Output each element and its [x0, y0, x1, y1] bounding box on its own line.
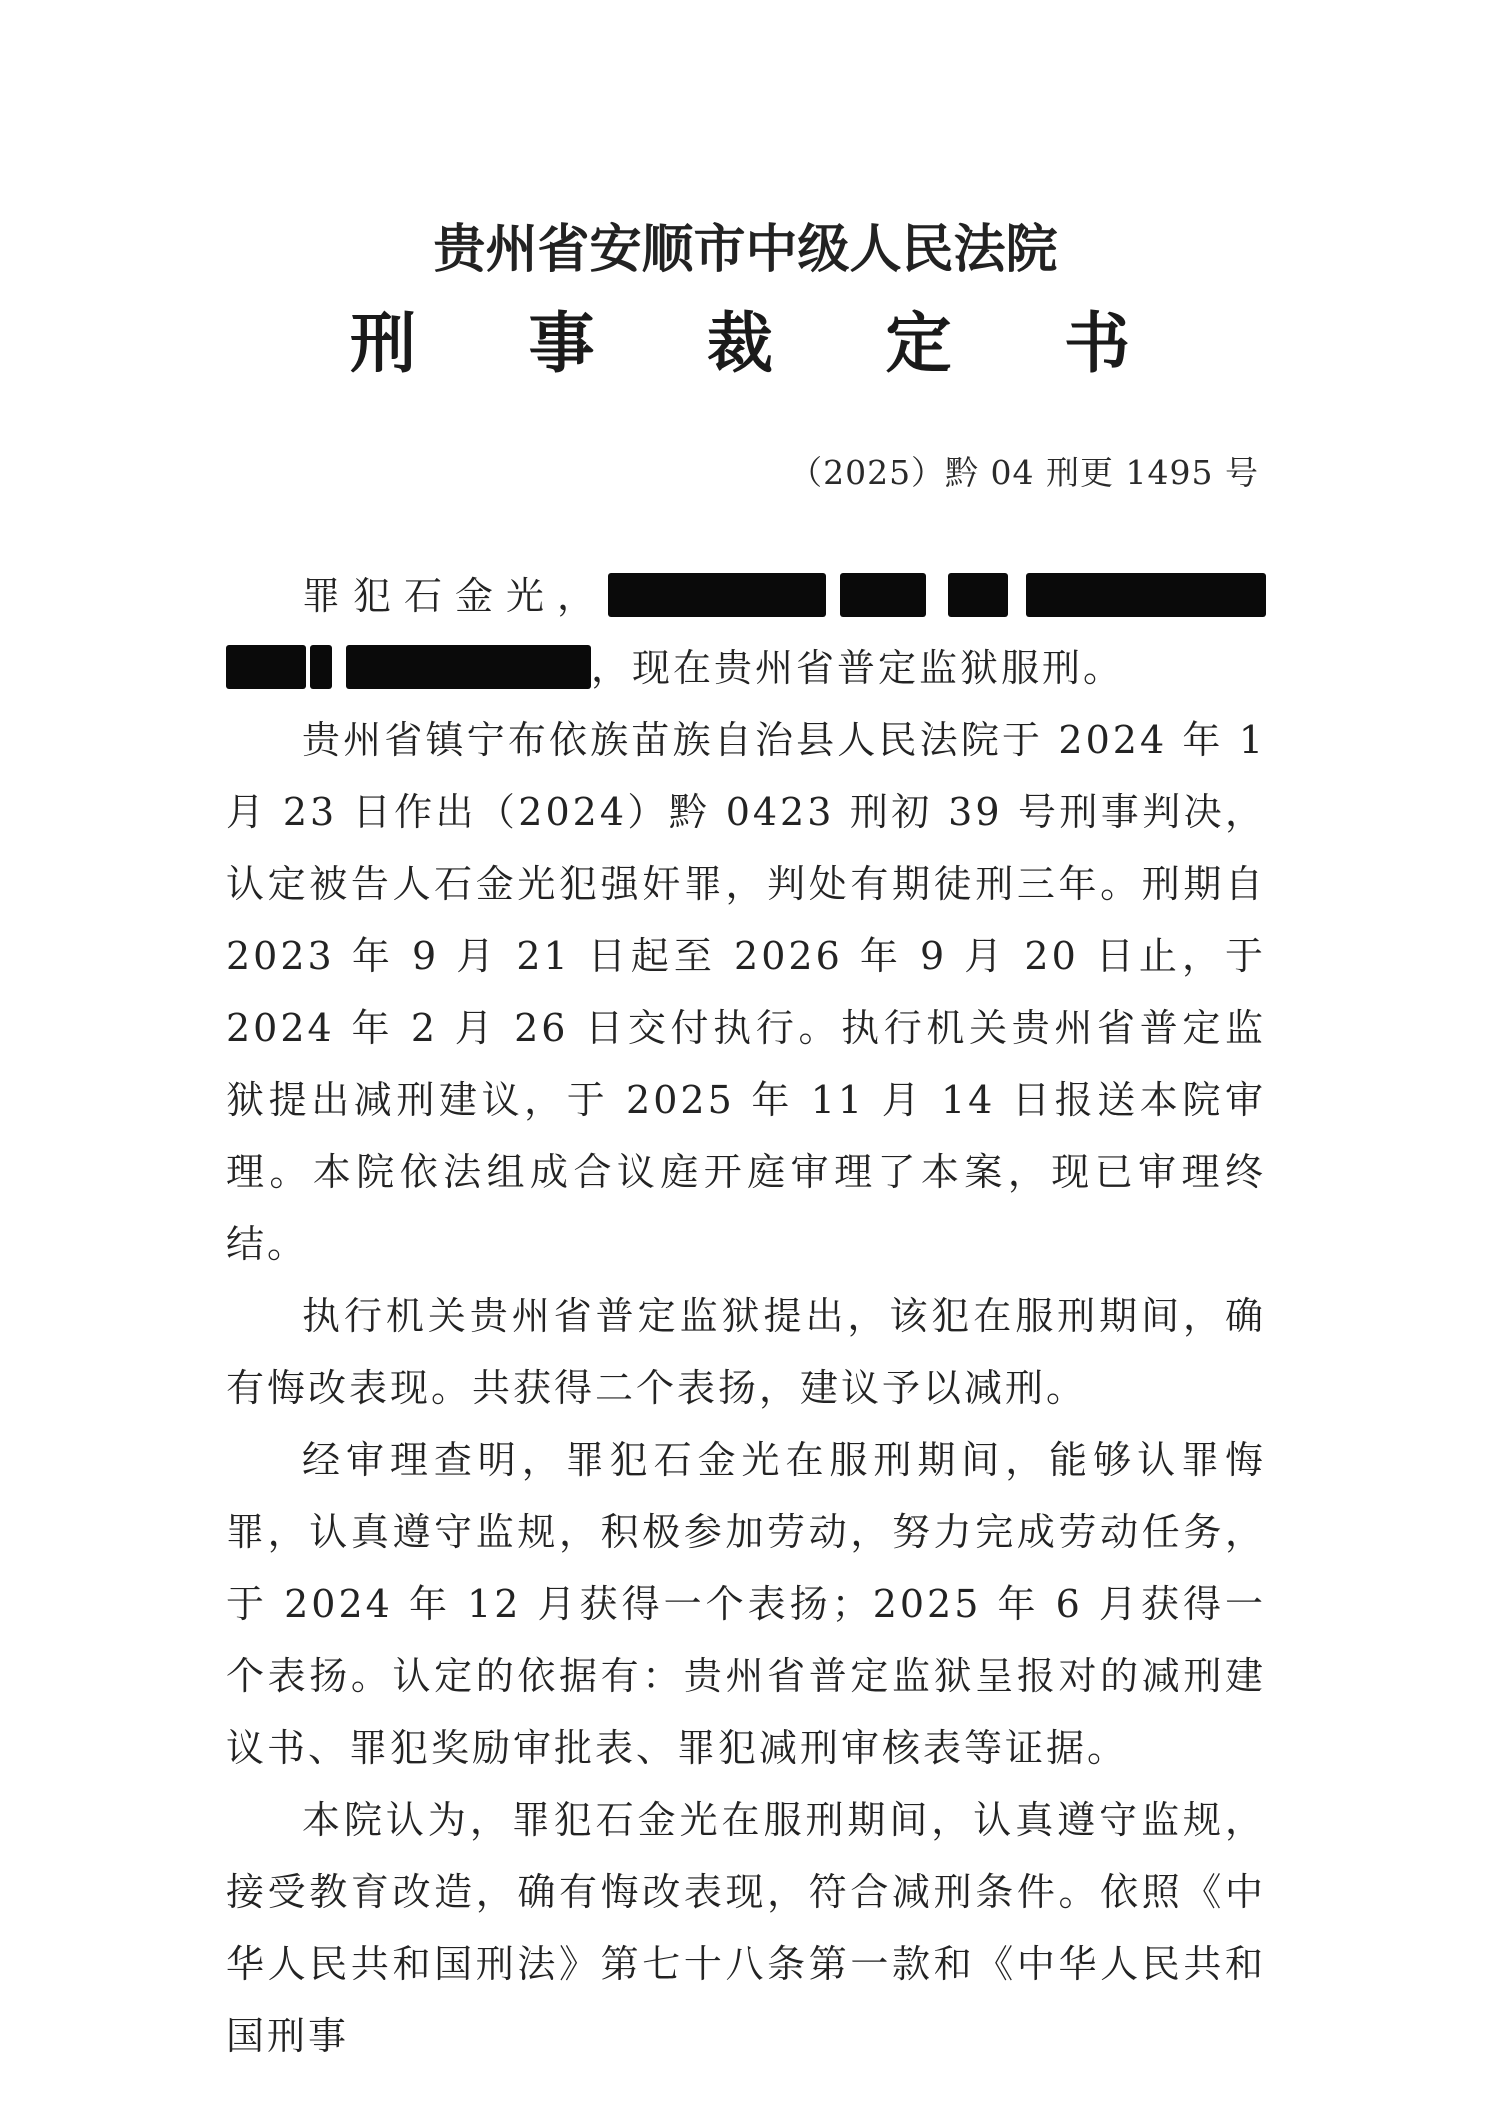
paragraph-prison-proposal: 执行机关贵州省普定监狱提出，该犯在服刑期间，确有悔改表现。共获得二个表扬，建议予以减刑。	[226, 1294, 1266, 1410]
paragraph-findings: 经审理查明，罪犯石金光在服刑期间，能够认罪悔罪，认真遵守监规，积极参加劳动，努力完成劳动任务，于 2024 年 12 月获得一个表扬；2025 年 6 月获得一个表扬。认定的依据有：贵州省普定监狱呈报对的减刑建议书、罪犯奖励审批表、罪犯减刑审核表等证据。	[226, 1438, 1266, 1770]
document-title	[350, 304, 1130, 384]
case-number: （2025）黔 04 刑更 1495 号	[789, 453, 1259, 492]
title-char-5: 书	[1064, 305, 1130, 382]
criminal-name-prefix: 罪犯石金光，	[302, 574, 608, 618]
title-char-2: 事	[528, 305, 595, 382]
paragraph-case-history: 贵州省镇宁布依族苗族自治县人民法院于 2024 年 1 月 23 日作出（2024）黔 0423 刑初 39 号刑事判决，认定被告人石金光犯强奸罪，判处有期徒刑三年。刑期自 2023 年 9 月 21 日起至 2026 年 9 月 20 日止，于 2024 年 2 月 26 日交付执行。执行机关贵州省普定监狱提出减刑建议，于 2025 年 11 月 14 日报送本院审理。本院依法组成合议庭开庭审理了本案，现已审理终结。	[226, 718, 1266, 1266]
redaction-block	[226, 645, 306, 689]
title-char-3: 裁	[707, 305, 773, 382]
redaction-block	[346, 645, 591, 689]
title-char-1: 刑	[350, 305, 416, 382]
title-char-4: 定	[885, 305, 952, 382]
redaction-block	[608, 573, 826, 617]
document-body	[226, 560, 1266, 2072]
redaction-block	[948, 573, 1008, 617]
criminal-info-suffix: ，现在贵州省普定监狱服刑。	[591, 646, 1125, 690]
redaction-block	[1026, 573, 1266, 617]
paragraph-criminal-info	[226, 560, 1266, 704]
redaction-block	[310, 645, 332, 689]
redaction-block	[840, 573, 926, 617]
court-name: 贵州省安顺市中级人民法院	[433, 220, 1058, 280]
paragraph-court-opinion: 本院认为，罪犯石金光在服刑期间，认真遵守监规，接受教育改造，确有悔改表现，符合减刑条件。依照《中华人民共和国刑法》第七十八条第一款和《中华人民共和国刑事	[226, 1798, 1266, 2058]
